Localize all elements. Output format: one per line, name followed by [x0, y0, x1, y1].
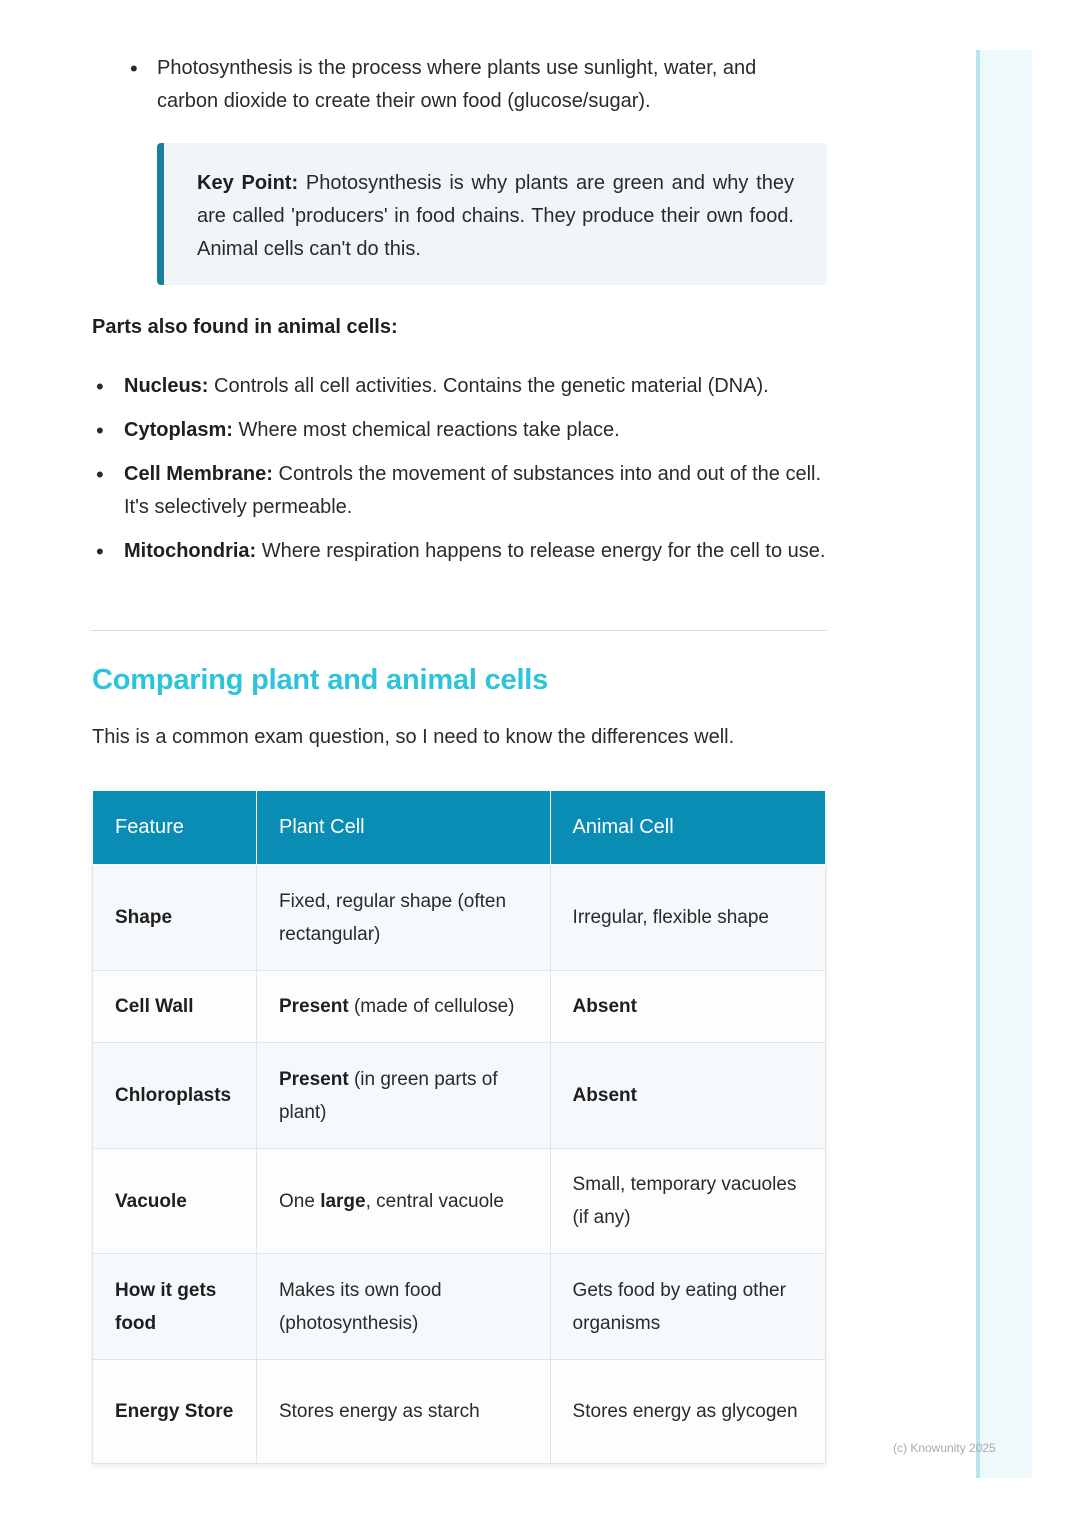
table-row [93, 1149, 826, 1254]
cell-plant-bold: large [320, 1190, 366, 1212]
cell-feature: Energy Store [93, 1360, 257, 1464]
cell-animal: Small, temporary vacuoles (if any) [550, 1149, 825, 1254]
cell-animal-bold: Absent [572, 996, 637, 1017]
part-term: Mitochondria: [124, 540, 257, 562]
key-point-callout [157, 143, 827, 285]
cell-animal: Gets food by eating other organisms [550, 1254, 825, 1360]
cell-plant-text: (made of cellulose) [348, 996, 515, 1017]
header-animal-cell: Animal Cell [550, 791, 825, 865]
callout-text: Photosynthesis is why plants are green and why they are called 'producers' in food chains. They produce their own food. Animal cells can't do this. [197, 172, 794, 260]
cell-plant-pre: One [278, 1190, 321, 1212]
table-row [93, 865, 826, 971]
header-feature: Feature [93, 791, 257, 865]
cell-plant-text: (in green parts of plant) [278, 1068, 498, 1123]
table-header-row [93, 791, 826, 865]
cell-plant: Makes its own food (photosynthesis) [256, 1254, 550, 1360]
cell-plant-bold: Present [278, 996, 349, 1017]
cell-animal-bold: Absent [572, 1085, 637, 1106]
cell-feature: Vacuole [93, 1149, 257, 1254]
list-item [96, 458, 826, 524]
right-margin-panel [976, 50, 1032, 1478]
callout-label: Key Point: [197, 172, 299, 194]
cell-animal: Stores energy as glycogen [550, 1360, 825, 1464]
section-divider [91, 630, 827, 631]
part-term: Cell Membrane: [124, 463, 273, 485]
cell-feature: Cell Wall [93, 971, 257, 1043]
cell-feature: Chloroplasts [93, 1043, 257, 1149]
part-desc: Controls all cell activities. Contains the genetic material (DNA). [208, 375, 769, 397]
cell-plant [256, 1043, 550, 1149]
list-item [96, 414, 826, 447]
table-row [93, 1043, 826, 1149]
header-plant-cell: Plant Cell [256, 791, 550, 865]
section-subtitle: This is a common exam question, so I need to know the differences well. [92, 726, 735, 748]
part-term: Nucleus: [124, 375, 209, 397]
table-row [93, 1254, 826, 1360]
intro-bullet: • Photosynthesis is the process where plants use sunlight, water, and carbon dioxide to create their own food (glucose/sugar). [130, 52, 790, 118]
parts-list [96, 370, 826, 579]
comparison-table [92, 790, 826, 1464]
part-term: Cytoplasm: [124, 419, 233, 441]
part-desc: Controls the movement of substances into and out of the cell. It's selectively permeable. [124, 463, 822, 518]
part-desc: Where respiration happens to release energy for the cell to use. [256, 540, 826, 562]
parts-heading: Parts also found in animal cells: [92, 316, 398, 338]
cell-animal: Irregular, flexible shape [550, 865, 825, 971]
list-item [96, 370, 826, 403]
cell-feature: Shape [93, 865, 257, 971]
cell-animal [550, 971, 825, 1043]
cell-animal [550, 1043, 825, 1149]
cell-plant [256, 971, 550, 1043]
section-title: Comparing plant and animal cells [92, 664, 549, 696]
cell-plant-text: , central vacuole [365, 1190, 504, 1212]
table-row [93, 1360, 826, 1464]
cell-plant [256, 1149, 550, 1254]
cell-plant: Stores energy as starch [256, 1360, 550, 1464]
intro-list [130, 52, 790, 118]
cell-plant: Fixed, regular shape (often rectangular) [256, 865, 550, 971]
cell-feature: How it gets food [93, 1254, 257, 1360]
part-desc: Where most chemical reactions take place. [232, 419, 620, 441]
copyright-text: (c) Knowunity 2025 [893, 1441, 996, 1455]
list-item [96, 535, 826, 568]
cell-plant-bold: Present [278, 1068, 349, 1090]
table-row [93, 971, 826, 1043]
